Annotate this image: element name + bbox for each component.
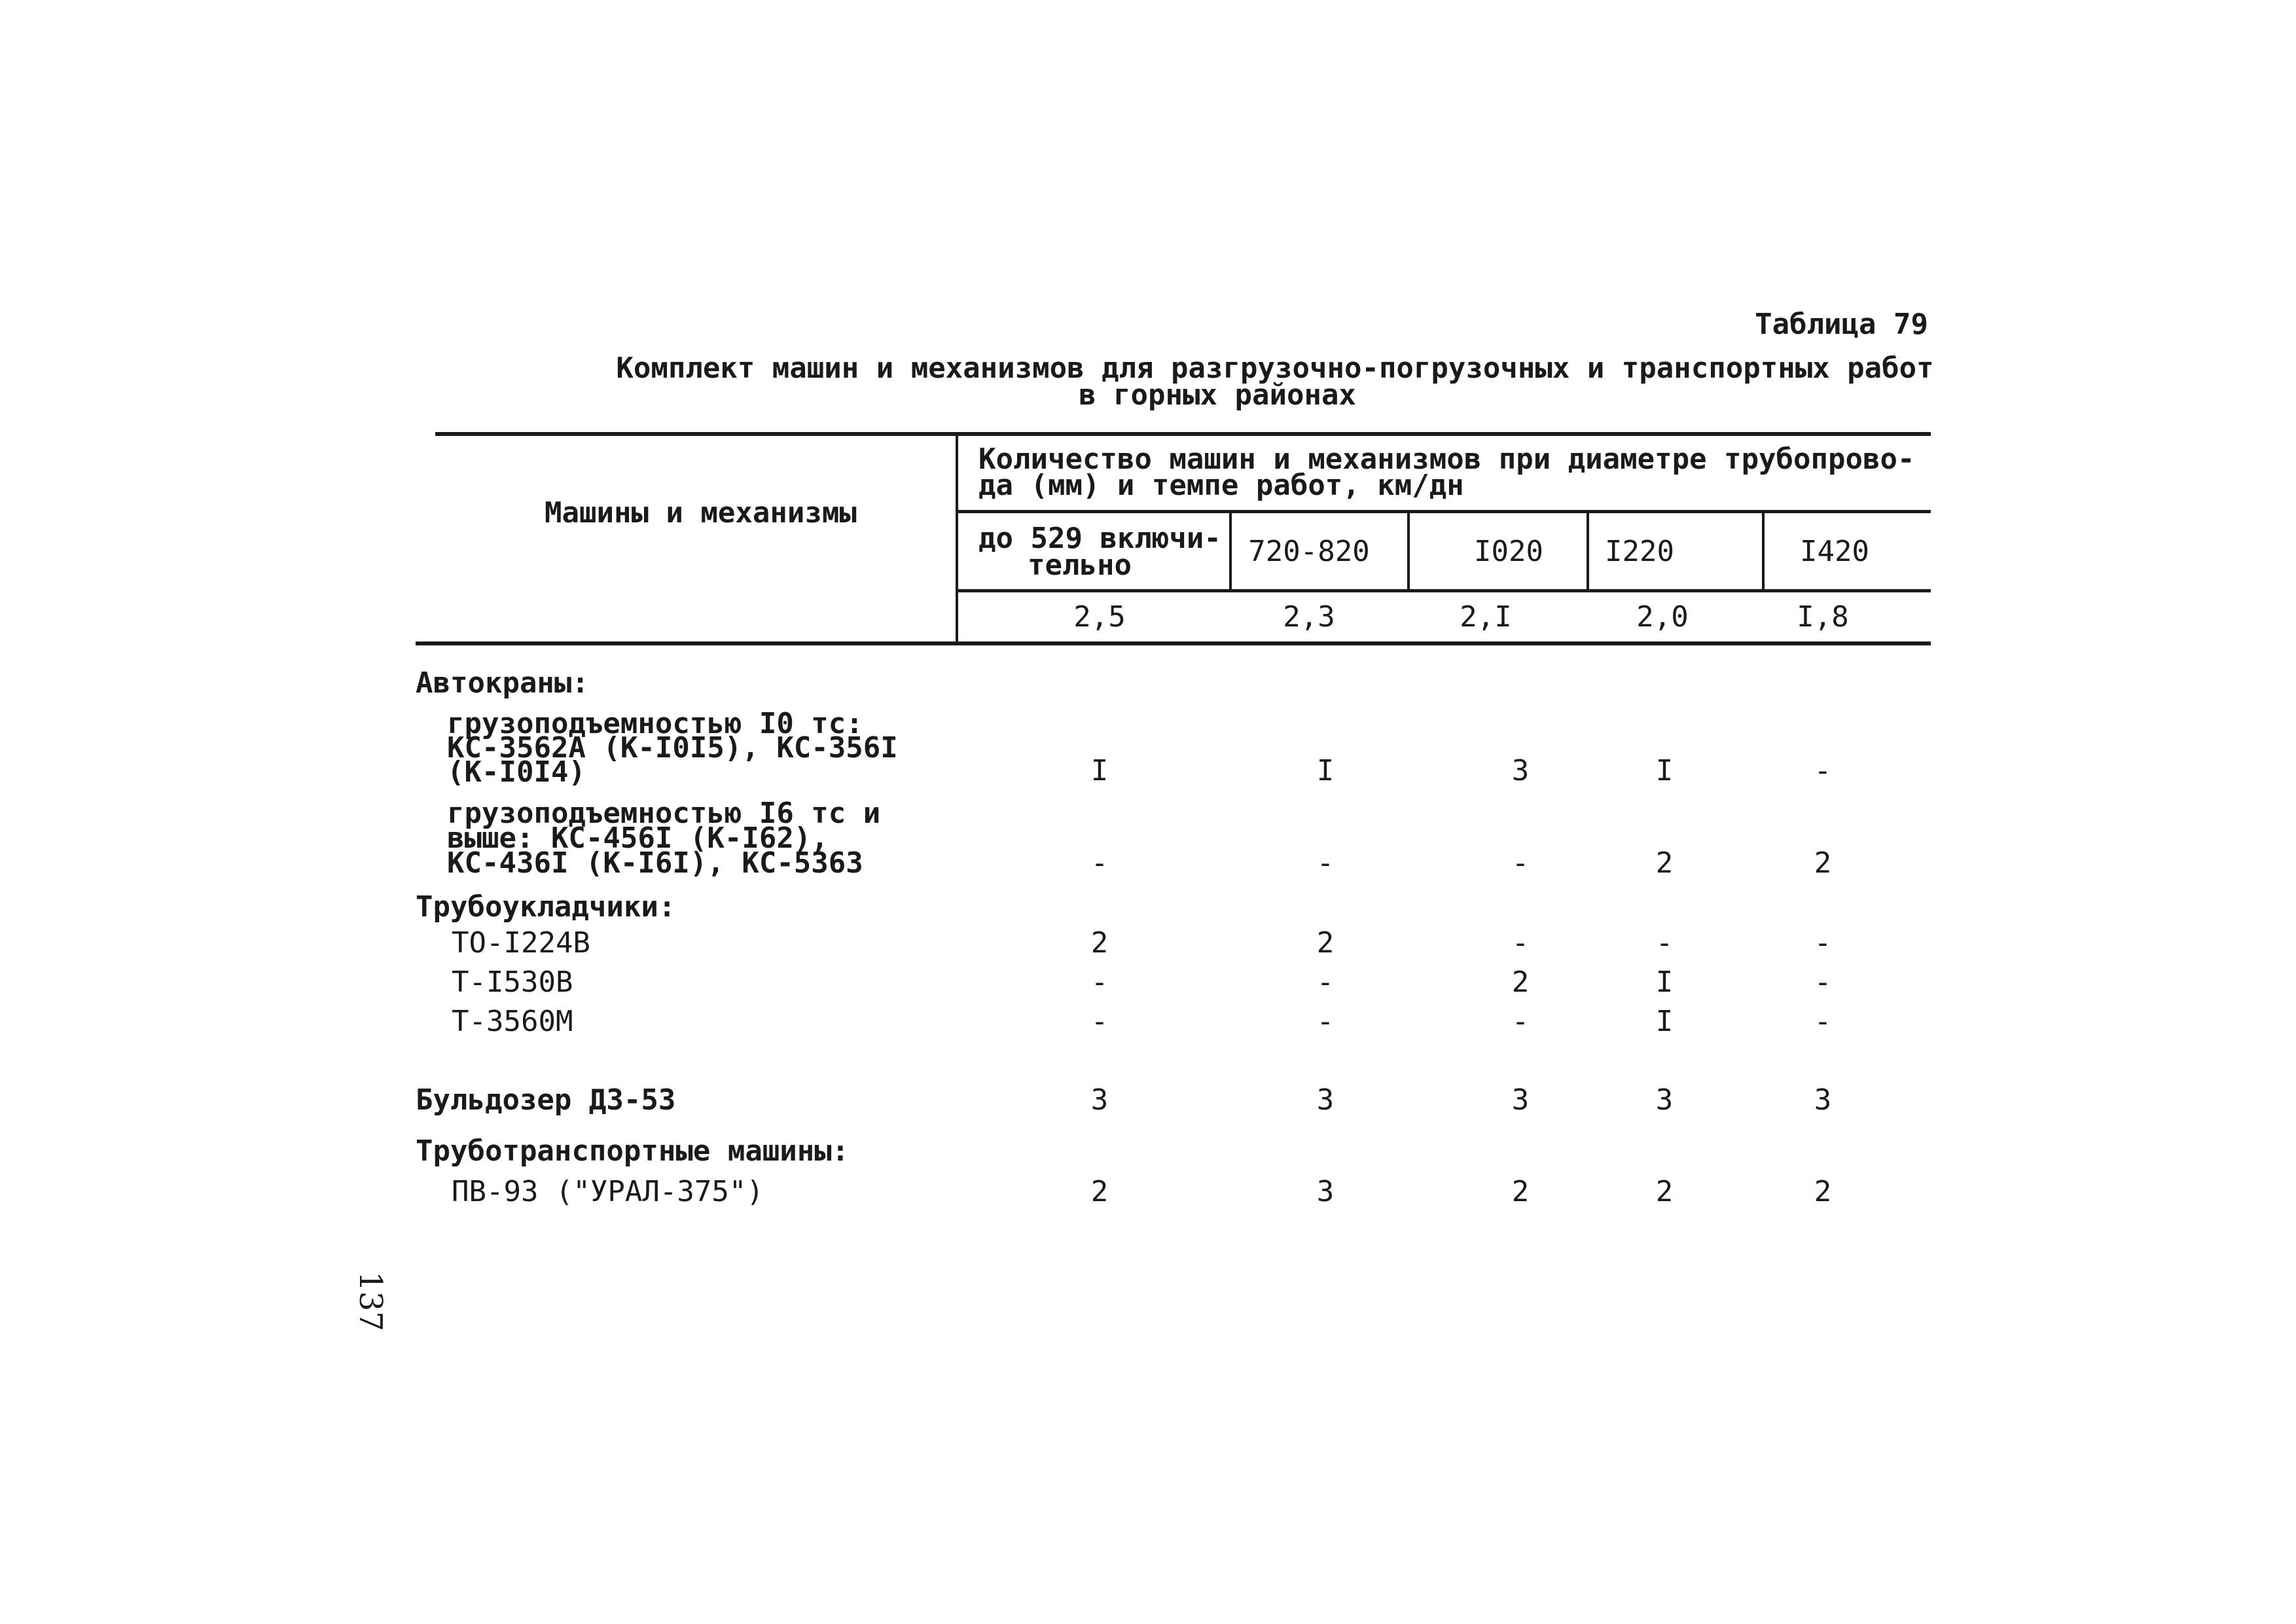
- table-cell: I: [1655, 754, 1674, 787]
- table-cell: -: [1316, 846, 1335, 880]
- group-header-line2: да (мм) и темпе работ, км/дн: [978, 469, 1464, 502]
- table-cell: 3: [1511, 1083, 1530, 1117]
- table-cell: 2: [1511, 1175, 1530, 1208]
- table-cell: 2: [1090, 926, 1109, 960]
- group-heading: Труботранспортные машины:: [416, 1134, 850, 1168]
- col-divider-3: [1587, 513, 1589, 589]
- group-heading: Трубоукладчики:: [416, 890, 676, 924]
- table-cell: -: [1814, 754, 1832, 787]
- row-name: Т-3560М: [452, 1005, 573, 1038]
- header-rule-1: [957, 510, 1931, 513]
- table-cell: 3: [1316, 1083, 1335, 1117]
- row-name-line3: КС-436I (К-I6I), КС-5363: [447, 846, 863, 880]
- table-cell: 3: [1655, 1083, 1674, 1117]
- table-cell: -: [1090, 965, 1109, 999]
- first-col-divider: [956, 435, 958, 641]
- table-cell: 3: [1814, 1083, 1832, 1117]
- col-divider-4: [1762, 513, 1765, 589]
- table-cell: -: [1814, 965, 1832, 999]
- diameter-header-line2: тельно: [1028, 549, 1132, 582]
- table-cell: 3: [1090, 1083, 1109, 1117]
- header-rule-2: [957, 589, 1931, 592]
- table-title-line2: в горных районах: [1079, 378, 1356, 412]
- rate-value: 2,3: [1283, 600, 1335, 634]
- table-cell: -: [1316, 1005, 1335, 1038]
- row-name: грузоподъемностью I6 тс и: [447, 797, 881, 830]
- row-name-line2: КС-3562А (К-I0I5), КС-356I: [447, 731, 898, 765]
- table-number: Таблица 79: [1755, 308, 1928, 341]
- col-divider-1: [1229, 513, 1232, 589]
- rate-value: 2,5: [1073, 600, 1126, 634]
- table-cell: -: [1511, 846, 1530, 880]
- table-cell: 3: [1316, 1175, 1335, 1208]
- first-column-header: Машины и механизмы: [545, 496, 857, 530]
- diameter-header: I220: [1605, 535, 1674, 568]
- table-cell: -: [1814, 1005, 1832, 1038]
- col-divider-2: [1407, 513, 1410, 589]
- page-number: 137: [351, 1271, 389, 1331]
- table-cell: -: [1090, 846, 1109, 880]
- group-header: Количество машин и механизмов при диаметре трубопрово-: [978, 442, 1915, 476]
- table-cell: 3: [1511, 754, 1530, 787]
- rate-value: I,8: [1797, 600, 1849, 634]
- row-name: грузоподъемностью I0 тс:: [447, 707, 863, 740]
- table-cell: I: [1316, 754, 1335, 787]
- table-cell: 2: [1316, 926, 1335, 960]
- table-cell: I: [1655, 1005, 1674, 1038]
- group-heading: Автокраны:: [416, 666, 589, 700]
- row-name-line2: выше: КС-456I (К-I62),: [447, 821, 829, 855]
- table-cell: 2: [1655, 846, 1674, 880]
- diameter-header: 720-820: [1248, 535, 1370, 568]
- rate-value: 2,0: [1636, 600, 1689, 634]
- table-cell: 2: [1090, 1175, 1109, 1208]
- rate-value: 2,I: [1460, 600, 1512, 634]
- header-bottom-rule: [416, 641, 1931, 645]
- diameter-header: I020: [1474, 535, 1543, 568]
- table-cell: -: [1814, 926, 1832, 960]
- table-cell: 2: [1655, 1175, 1674, 1208]
- row-name: ТО-I224В: [452, 926, 590, 960]
- table-cell: 2: [1511, 965, 1530, 999]
- table-cell: 2: [1814, 1175, 1832, 1208]
- row-name-line3: (К-I0I4): [447, 755, 586, 789]
- table-cell: -: [1511, 926, 1530, 960]
- table-title: Комплект машин и механизмов для разгрузочно-погрузочных и транспортных работ: [616, 352, 1934, 385]
- row-name: Бульдозер ДЗ-53: [416, 1083, 676, 1117]
- diameter-header: до 529 включи-: [978, 522, 1221, 555]
- diameter-header: I420: [1800, 535, 1869, 568]
- table-cell: -: [1090, 1005, 1109, 1038]
- table-cell: -: [1511, 1005, 1530, 1038]
- table-cell: I: [1655, 965, 1674, 999]
- table-cell: I: [1090, 754, 1109, 787]
- table-top-rule: [435, 432, 1931, 436]
- table-cell: 2: [1814, 846, 1832, 880]
- table-cell: -: [1655, 926, 1674, 960]
- row-name: ПВ-93 ("УРАЛ-375"): [452, 1175, 764, 1208]
- table-cell: -: [1316, 965, 1335, 999]
- row-name: Т-I530В: [452, 965, 573, 999]
